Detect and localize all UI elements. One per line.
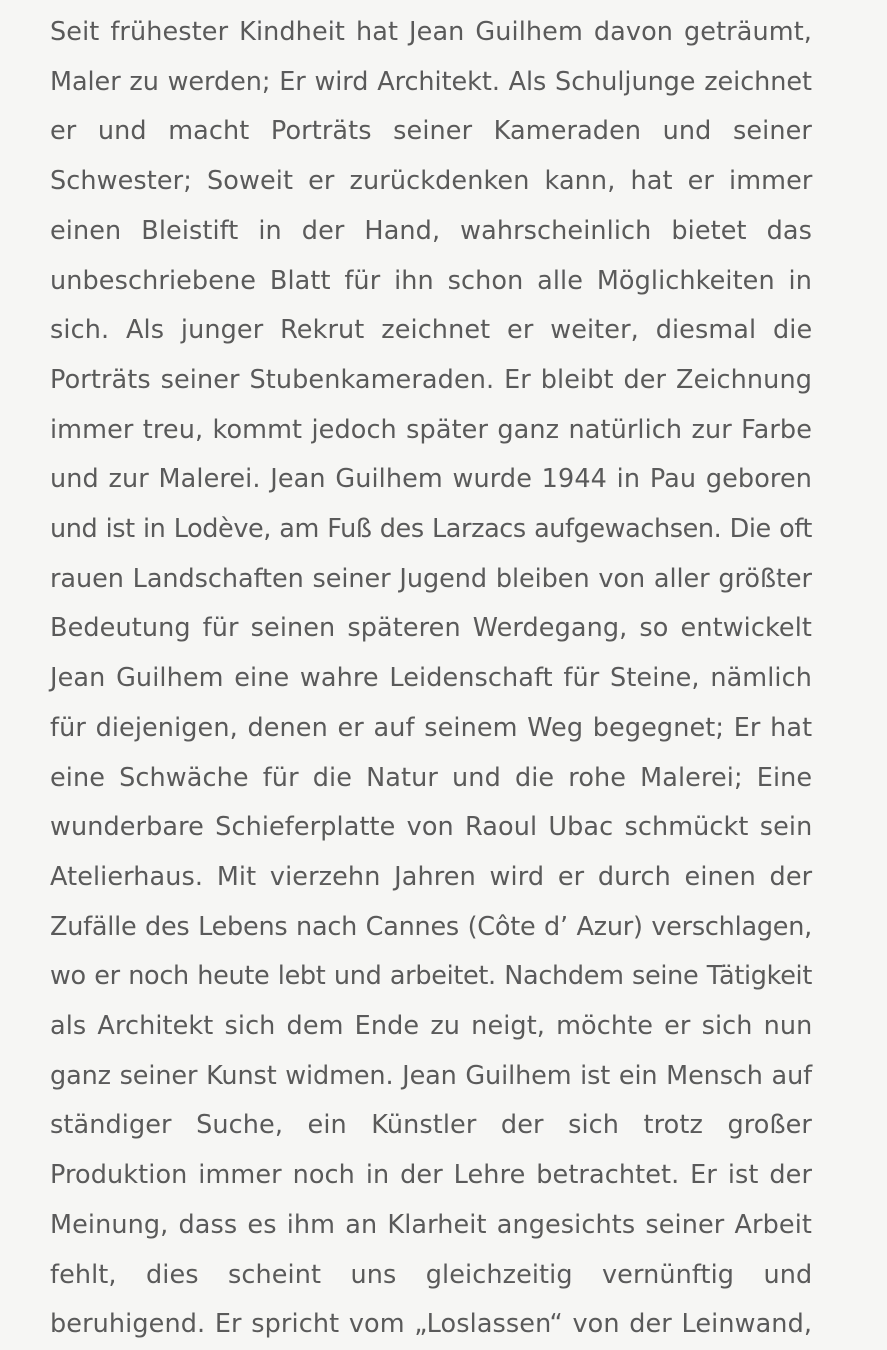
text-line: und zur Malerei. Jean Guilhem wurde 1944 in Pau geboren bbox=[50, 464, 812, 495]
text-line: Porträts seiner Stubenkameraden. Er bleibt der Zeichnung bbox=[50, 364, 812, 395]
text-line: und ist in Lodève, am Fuß des Larzacs aufgewachsen. Die oft bbox=[50, 514, 812, 545]
text-line: rauen Landschaften seiner Jugend bleiben von aller größter bbox=[50, 563, 812, 594]
text-line: fehlt, dies scheint uns gleichzeitig vernünftig und bbox=[50, 1259, 813, 1290]
text-line: Seit frühester Kindheit hat Jean Guilhem davon geträumt, bbox=[50, 17, 812, 47]
text-line: Meinung, dass es ihm an Klarheit angesichts seiner Arbeit bbox=[50, 1209, 812, 1240]
text-line: immer treu, kommt jedoch später ganz natürlich zur Farbe bbox=[50, 414, 812, 445]
text-line: er und macht Porträts seiner Kameraden und seiner bbox=[50, 116, 812, 147]
text-line: Maler zu werden; Er wird Architekt. Als Schuljunge zeichnet bbox=[50, 66, 812, 97]
text-line: als Architekt sich dem Ende zu neigt, möchte er sich nun bbox=[50, 1011, 813, 1042]
text-line: Jean Guilhem eine wahre Leidenschaft für Steine, nämlich bbox=[50, 663, 812, 694]
article-paragraph bbox=[50, 8, 812, 1350]
text-line: Bedeutung für seinen späteren Werdegang, so entwickelt bbox=[50, 613, 812, 644]
text-line: ständiger Suche, ein Künstler der sich trotz großer bbox=[50, 1110, 812, 1141]
text-line: Produktion immer noch in der Lehre betrachtet. Er ist der bbox=[50, 1160, 813, 1191]
text-line: Schwester; Soweit er zurückdenken kann, hat er immer bbox=[50, 166, 813, 197]
text-line: Zufälle des Lebens nach Cannes (Côte d’ Azur) verschlagen, bbox=[50, 911, 812, 942]
text-line: beruhigend. Er spricht vom „Loslassen“ von der Leinwand, bbox=[50, 1309, 813, 1340]
text-line: sich. Als junger Rekrut zeichnet er weiter, diesmal die bbox=[50, 315, 813, 346]
text-line: wo er noch heute lebt und arbeitet. Nachdem seine Tätigkeit bbox=[50, 961, 812, 992]
text-line: eine Schwäche für die Natur und die rohe Malerei; Eine bbox=[50, 762, 813, 793]
text-line: für diejenigen, denen er auf seinem Weg begegnet; Er hat bbox=[50, 712, 813, 743]
text-line: einen Bleistift in der Hand, wahrscheinlich bietet das bbox=[50, 215, 812, 246]
text-line: Atelierhaus. Mit vierzehn Jahren wird er durch einen der bbox=[50, 861, 813, 892]
text-line: unbeschriebene Blatt für ihn schon alle Möglichkeiten in bbox=[50, 265, 812, 296]
text-line: wunderbare Schieferplatte von Raoul Ubac schmückt sein bbox=[50, 812, 813, 843]
text-line: ganz seiner Kunst widmen. Jean Guilhem ist ein Mensch auf bbox=[50, 1060, 812, 1091]
